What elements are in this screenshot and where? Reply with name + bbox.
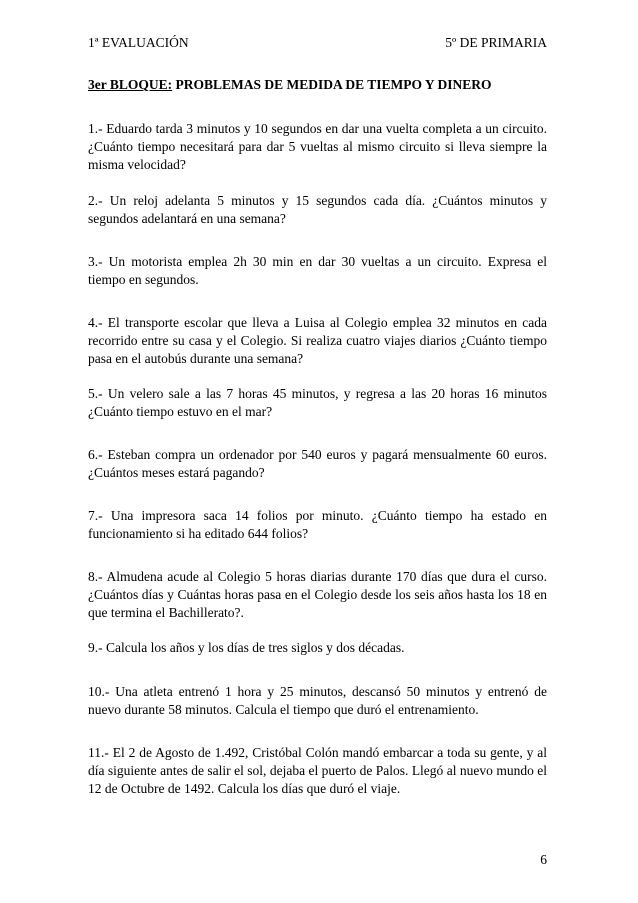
block-title xyxy=(88,77,547,93)
evaluation-label: 1ª EVALUACIÓN xyxy=(88,35,189,50)
problem-5: 5.- Un velero sale a las 7 horas 45 minutos, y regresa a las 20 horas 16 minutos ¿Cuánto tiempo estuvo en el mar? xyxy=(88,386,547,419)
problem-9: 9.- Calcula los años y los días de tres siglos y dos décadas. xyxy=(88,640,405,655)
block-heading: PROBLEMAS DE MEDIDA DE TIEMPO Y DINERO xyxy=(172,77,492,92)
problem-1: 1.- Eduardo tarda 3 minutos y 10 segundos en dar una vuelta completa a un circuito. ¿Cuánto tiempo necesitará para dar 5 vueltas al mismo circuito si lleva siempre la misma velocidad? xyxy=(88,121,547,172)
problem-6: 6.- Esteban compra un ordenador por 540 euros y pagará mensualmente 60 euros. ¿Cuántos meses estará pagando? xyxy=(88,447,547,480)
problem-10: 10.- Una atleta entrenó 1 hora y 25 minutos, descansó 50 minutos y entrenó de nuevo durante 58 minutos. Calcula el tiempo que duró el entrenamiento. xyxy=(88,684,547,717)
problem-3: 3.- Un motorista emplea 2h 30 min en dar 30 vueltas a un circuito. Expresa el tiempo en segundos. xyxy=(88,254,547,287)
grade-label: 5º DE PRIMARIA xyxy=(445,35,547,50)
page-number: 6 xyxy=(540,852,547,867)
page-header xyxy=(88,35,547,55)
problem-2: 2.- Un reloj adelanta 5 minutos y 15 segundos cada día. ¿Cuántos minutos y segundos adelantará en una semana? xyxy=(88,193,547,226)
block-label: 3er BLOQUE: xyxy=(88,77,173,92)
problem-4: 4.- El transporte escolar que lleva a Luisa al Colegio emplea 32 minutos en cada recorrido entre su casa y el Colegio. Si realiza cuatro viajes diarios ¿Cuánto tiempo pasa en el autobús durante una semana? xyxy=(88,315,547,366)
problem-8: 8.- Almudena acude al Colegio 5 horas diarias durante 170 días que dura el curso. ¿Cuántos días y Cuántas horas pasa en el Colegio desde los seis años hasta los 18 en que termina el Bachillerato?. xyxy=(88,569,547,620)
problem-11: 11.- El 2 de Agosto de 1.492, Cristóbal Colón mandó embarcar a toda su gente, y al día siguiente antes de salir el sol, dejaba el puerto de Palos. Llegó al nuevo mundo el 12 de Octubre de 1492. Calcula los días que duró el viaje. xyxy=(88,745,547,796)
problem-7: 7.- Una impresora saca 14 folios por minuto. ¿Cuánto tiempo ha estado en funcionamiento si ha editado 644 folios? xyxy=(88,508,547,541)
